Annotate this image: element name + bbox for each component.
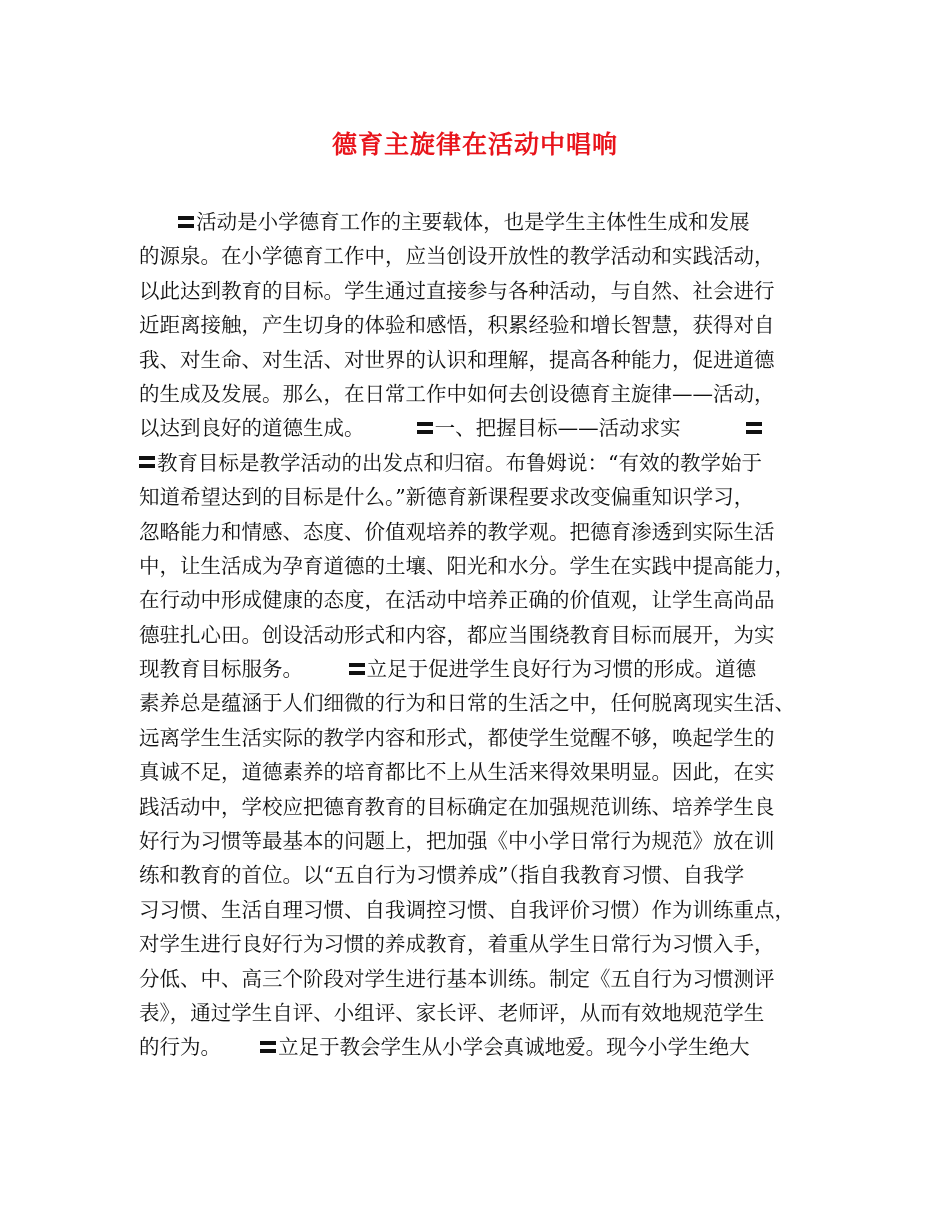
paragraph-mark-icon (139, 456, 155, 468)
text-line: 远离学生生活实际的教学内容和形式，都使学生觉醒不够，唤起学生的 (139, 725, 775, 750)
paragraph-mark-icon (349, 663, 365, 675)
document-title: 德育主旋律在活动中唱响 (331, 130, 618, 159)
text-line: 好行为习惯等最基本的问题上，把加强《中小学日常行为规范》放在训 (139, 829, 775, 854)
text-line: 对学生进行良好行为习惯的养成教育，着重从学生日常行为习惯入手， (139, 932, 775, 957)
text-line: 以达到良好的道德生成。 一、把握目标——活动求实 (139, 411, 829, 445)
text-line: 现教育目标服务。 立足于促进学生良好行为习惯的形成。道德 (139, 657, 757, 682)
text-line: 表》，通过学生自评、小组评、家长评、老师评，从而有效地规范学生 (139, 1000, 765, 1025)
text-line: 素养总是蕴涵于人们细微的行为和日常的生活之中，任何脱离现实生活、 (139, 691, 795, 716)
text-line: 在行动中形成健康的态度，在活动中培养正确的价值观，让学生高尚品 (139, 588, 775, 613)
text-line: 践活动中，学校应把德育教育的目标确定在加强规范训练、培养学生良 (139, 794, 775, 819)
text-line: 知道希望达到的目标是什么。”新德育新课程要求改变偏重知识学习， (139, 485, 755, 510)
paragraph-mark-icon (746, 422, 762, 434)
paragraph-mark-icon (260, 1041, 276, 1053)
paragraph-mark-icon (417, 422, 433, 434)
text-line: 活动是小学德育工作的主要载体，也是学生主体性生成和发展 (139, 205, 829, 239)
text-line: 练和教育的首位。以“五自行为习惯养成”（指自我教育习惯、自我学 (139, 863, 745, 888)
text-line: 的行为。 立足于教会学生从小学会真诚地爱。现今小学生绝大 (139, 1035, 750, 1060)
text-line: 的生成及发展。那么，在日常工作中如何去创设德育主旋律——活动， (139, 381, 775, 406)
text-line: 中，让生活成为孕育道德的土壤、阳光和水分。学生在实践中提高能力， (139, 553, 795, 578)
paragraph-mark-icon (178, 216, 194, 228)
text-line: 我、对生命、对生活、对世界的认识和理解，提高各种能力，促进道德 (139, 347, 775, 372)
text-line: 近距离接触，产生切身的体验和感悟，积累经验和增长智慧，获得对自 (139, 313, 775, 338)
text-line: 德驻扎心田。创设活动形式和内容，都应当围绕教育目标而展开，为实 (139, 622, 775, 647)
text-line: 习习惯、生活自理习惯、自我调控习惯、自我评价习惯）作为训练重点， (139, 897, 795, 922)
text-line: 真诚不足，道德素养的培育都比不上从生活来得效果明显。因此，在实 (139, 760, 775, 785)
text-line: 的源泉。在小学德育工作中，应当创设开放性的教学活动和实践活动， (139, 244, 775, 269)
text-line: 教育目标是教学活动的出发点和归宿。布鲁姆说：“有效的教学始于 (139, 446, 829, 480)
text-line: 忽略能力和情感、态度、价值观培养的教学观。把德育渗透到实际生活 (139, 519, 775, 544)
text-line: 分低、中、高三个阶段对学生进行基本训练。制定《五自行为习惯测评 (139, 966, 775, 991)
text-line: 以此达到教育的目标。学生通过直接参与各种活动，与自然、社会进行 (139, 278, 775, 303)
document-body (139, 205, 829, 1065)
